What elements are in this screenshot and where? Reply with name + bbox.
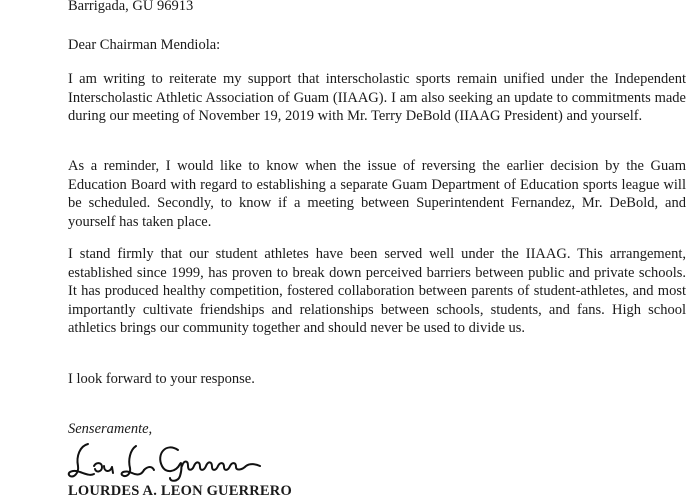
paragraph-support: I am writing to reiterate my support that interscholastic sports remain unified under the Independent Interscholastic Athletic Association of Guam (IIAAG). I am also seeking an update to commitments made during our meeting of November 19, 2019 with Mr. Terry DeBold (IIAAG President) and yourself. [68,71,686,125]
address-line: Barrigada, GU 96913 [68,0,194,14]
closing-line: Senseramente, [68,421,153,437]
paragraph-reminder: As a reminder, I would like to know when the issue of reversing the earlier decision by the Guam Education Board with regard to establishing a separate Guam Department of Education sports league will be scheduled. Secondly, to know if a meeting between Superintendent Fernandez, Mr. DeBold, and yourself has taken place. [68,158,686,230]
salutation: Dear Chairman Mendiola: [68,37,221,53]
handwritten-signature-icon [66,436,276,484]
paragraph-closing: I look forward to your response. [68,371,255,387]
signer-name: LOURDES A. LEON GUERRERO [68,483,292,499]
paragraph-iiaag: I stand firmly that our student athletes have been served well under the IIAAG. This arrangement, established since 1999, has proven to break down perceived barriers between public and private schools. It has produced healthy competition, fostered collaboration between parents of student-athletes, and most importantly cultivate friendships and relationships between schools, students, and fans. High school athletics brings our community together and should never be used to divide us. [68,246,686,337]
